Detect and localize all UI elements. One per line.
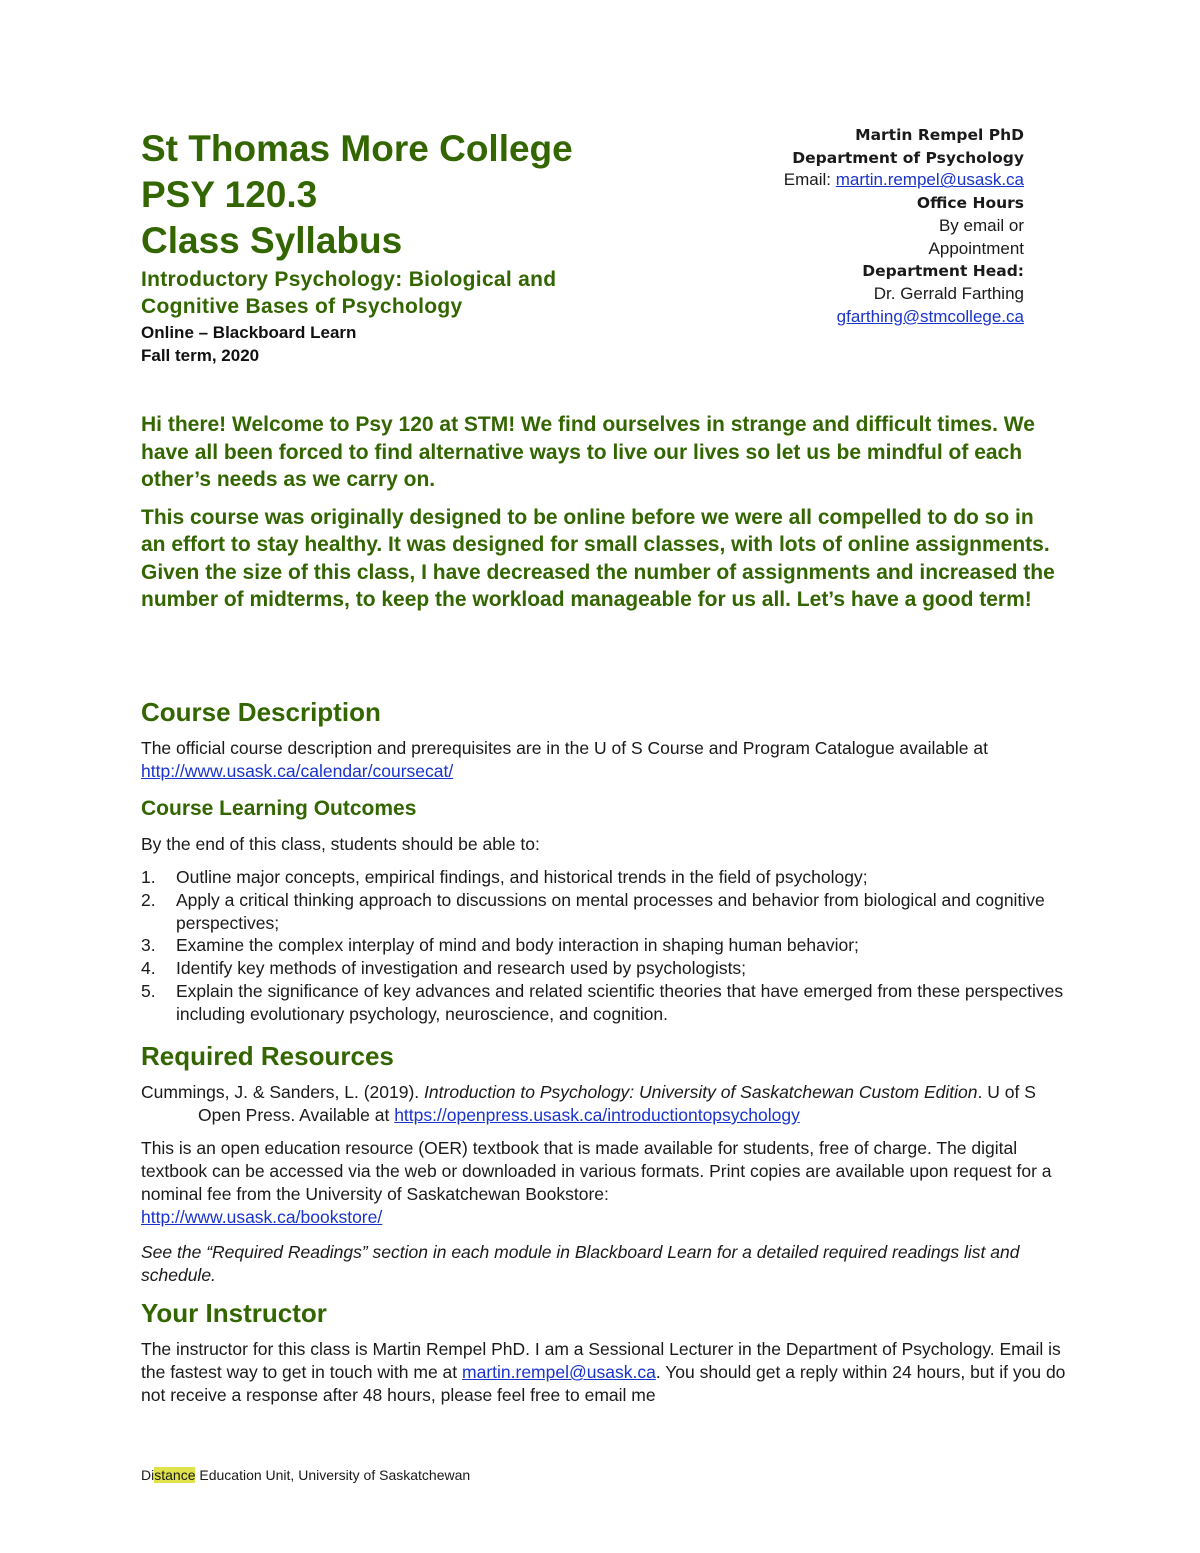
email-label: Email: [783, 170, 831, 190]
office-hours-line1: By email or [938, 215, 1024, 235]
course-subtitle-line2: Cognitive Bases of Psychology [141, 295, 463, 318]
contact-block [694, 124, 1024, 328]
department-head-name: Dr. Gerrald Farthing [873, 283, 1024, 303]
term: Fall term, 2020 [141, 346, 260, 365]
email-line [694, 169, 1024, 192]
list-item: 2. Apply a critical thinking approach to discussions on mental processes and behavior from biological and cognitive perspectives; [141, 889, 1045, 933]
college-title: St Thomas More College [141, 128, 573, 169]
list-item: 4. Identify key methods of investigation and research used by psychologists; [141, 958, 747, 979]
list-item: 5. Explain the significance of key advances and related scientific theories that have emerged from these perspectives including evolutionary psychology, neuroscience, and cognition. [141, 980, 1064, 1024]
textbook-link[interactable]: https://openpress.usask.ca/introductiontopsychology [394, 1105, 800, 1125]
office-hours-line2: Appointment [928, 238, 1024, 258]
delivery-mode: Online – Blackboard Learn [141, 323, 357, 342]
course-subtitle-line1: Introductory Psychology: Biological and [141, 268, 557, 291]
learning-outcomes-intro: By the end of this class, students should be able to: [141, 834, 540, 854]
course-description-text: The official course description and prerequisites are in the U of S Course and Program Catalogue available at http://www.usask.ca/calendar/coursecat/ [141, 738, 988, 781]
instructor-text: The instructor for this class is Martin Rempel PhD. I am a Sessional Lecturer in the Department of Psychology. Email is the fastest way to get in touch with me at martin.rempel@usask.ca. You should get a reply within 24 hours, but if you do not receive a response after 48 hours, please feel free to email me [141, 1339, 1066, 1405]
textbook-citation: Cummings, J. & Sanders, L. (2019). Introduction to Psychology: University of Saskatchewan Custom Edition. U of S Open Press. Available at https://openpress.usask.ca/introductiontopsychology [141, 1082, 1036, 1125]
instructor-name: Martin Rempel PhD [855, 126, 1024, 144]
course-code: PSY 120.3 [141, 174, 318, 215]
required-resources-heading: Required Resources [141, 1041, 394, 1071]
learning-outcomes-heading: Course Learning Outcomes [141, 797, 417, 820]
course-description-heading: Course Description [141, 697, 381, 727]
instructor-heading: Your Instructor [141, 1298, 327, 1328]
bookstore-link[interactable]: http://www.usask.ca/bookstore/ [141, 1207, 383, 1227]
readings-note: See the “Required Readings” section in each module in Blackboard Learn for a detailed required readings list and schedule. [141, 1242, 1020, 1285]
list-item: 1. Outline major concepts, empirical findings, and historical trends in the field of psychology; [141, 867, 868, 887]
learning-outcomes-section [141, 795, 1066, 1026]
course-catalogue-link[interactable]: http://www.usask.ca/calendar/coursecat/ [141, 761, 454, 781]
instructor-section [141, 1297, 1066, 1407]
list-item: 3. Examine the complex interplay of mind and body interaction in shaping human behavior; [141, 935, 859, 956]
header-block [141, 126, 701, 367]
instructor-email-link-body[interactable]: martin.rempel@usask.ca [462, 1362, 656, 1382]
welcome-message [141, 411, 1056, 624]
page-footer: Distance Education Unit, University of Saskatchewan [141, 1467, 471, 1483]
welcome-paragraph-2: This course was originally designed to be online before we were all compelled to do so in an effort to stay healthy. It was designed for small classes, with lots of online assignments. Given the size of this class, I have decreased the number of assignments and increased the number of midterms, to keep the workload manageable for us all. Let’s have a good term! [141, 505, 1055, 611]
welcome-paragraph-1: Hi there! Welcome to Psy 120 at STM! We find ourselves in strange and difficult times. We have all been forced to find alternative ways to live our lives so let us be mindful of each other’s needs as we carry on. [141, 413, 1035, 491]
instructor-email-link[interactable]: martin.rempel@usask.ca [835, 170, 1024, 190]
learning-outcomes-list [141, 866, 1066, 1026]
department-name: Department of Psychology [792, 148, 1024, 167]
department-head-email-link[interactable]: gfarthing@stmcollege.ca [836, 306, 1024, 326]
course-description-section [141, 696, 1061, 783]
doc-type-title: Class Syllabus [141, 220, 403, 261]
oer-description: This is an open education resource (OER) textbook that is made available for students, free of charge. The digital textbook can be accessed via the web or downloaded in various formats. Print copies are available upon request for a nominal fee from the University of Saskatchewan Bookstore: http://www.usask.ca/bookstore/ [141, 1138, 1052, 1227]
department-head-label: Department Head: [862, 262, 1024, 281]
required-resources-section [141, 1040, 1061, 1287]
office-hours-label: Office Hours [916, 194, 1024, 213]
textbook-title: Introduction to Psychology: University of Saskatchewan Custom Edition [424, 1082, 978, 1102]
